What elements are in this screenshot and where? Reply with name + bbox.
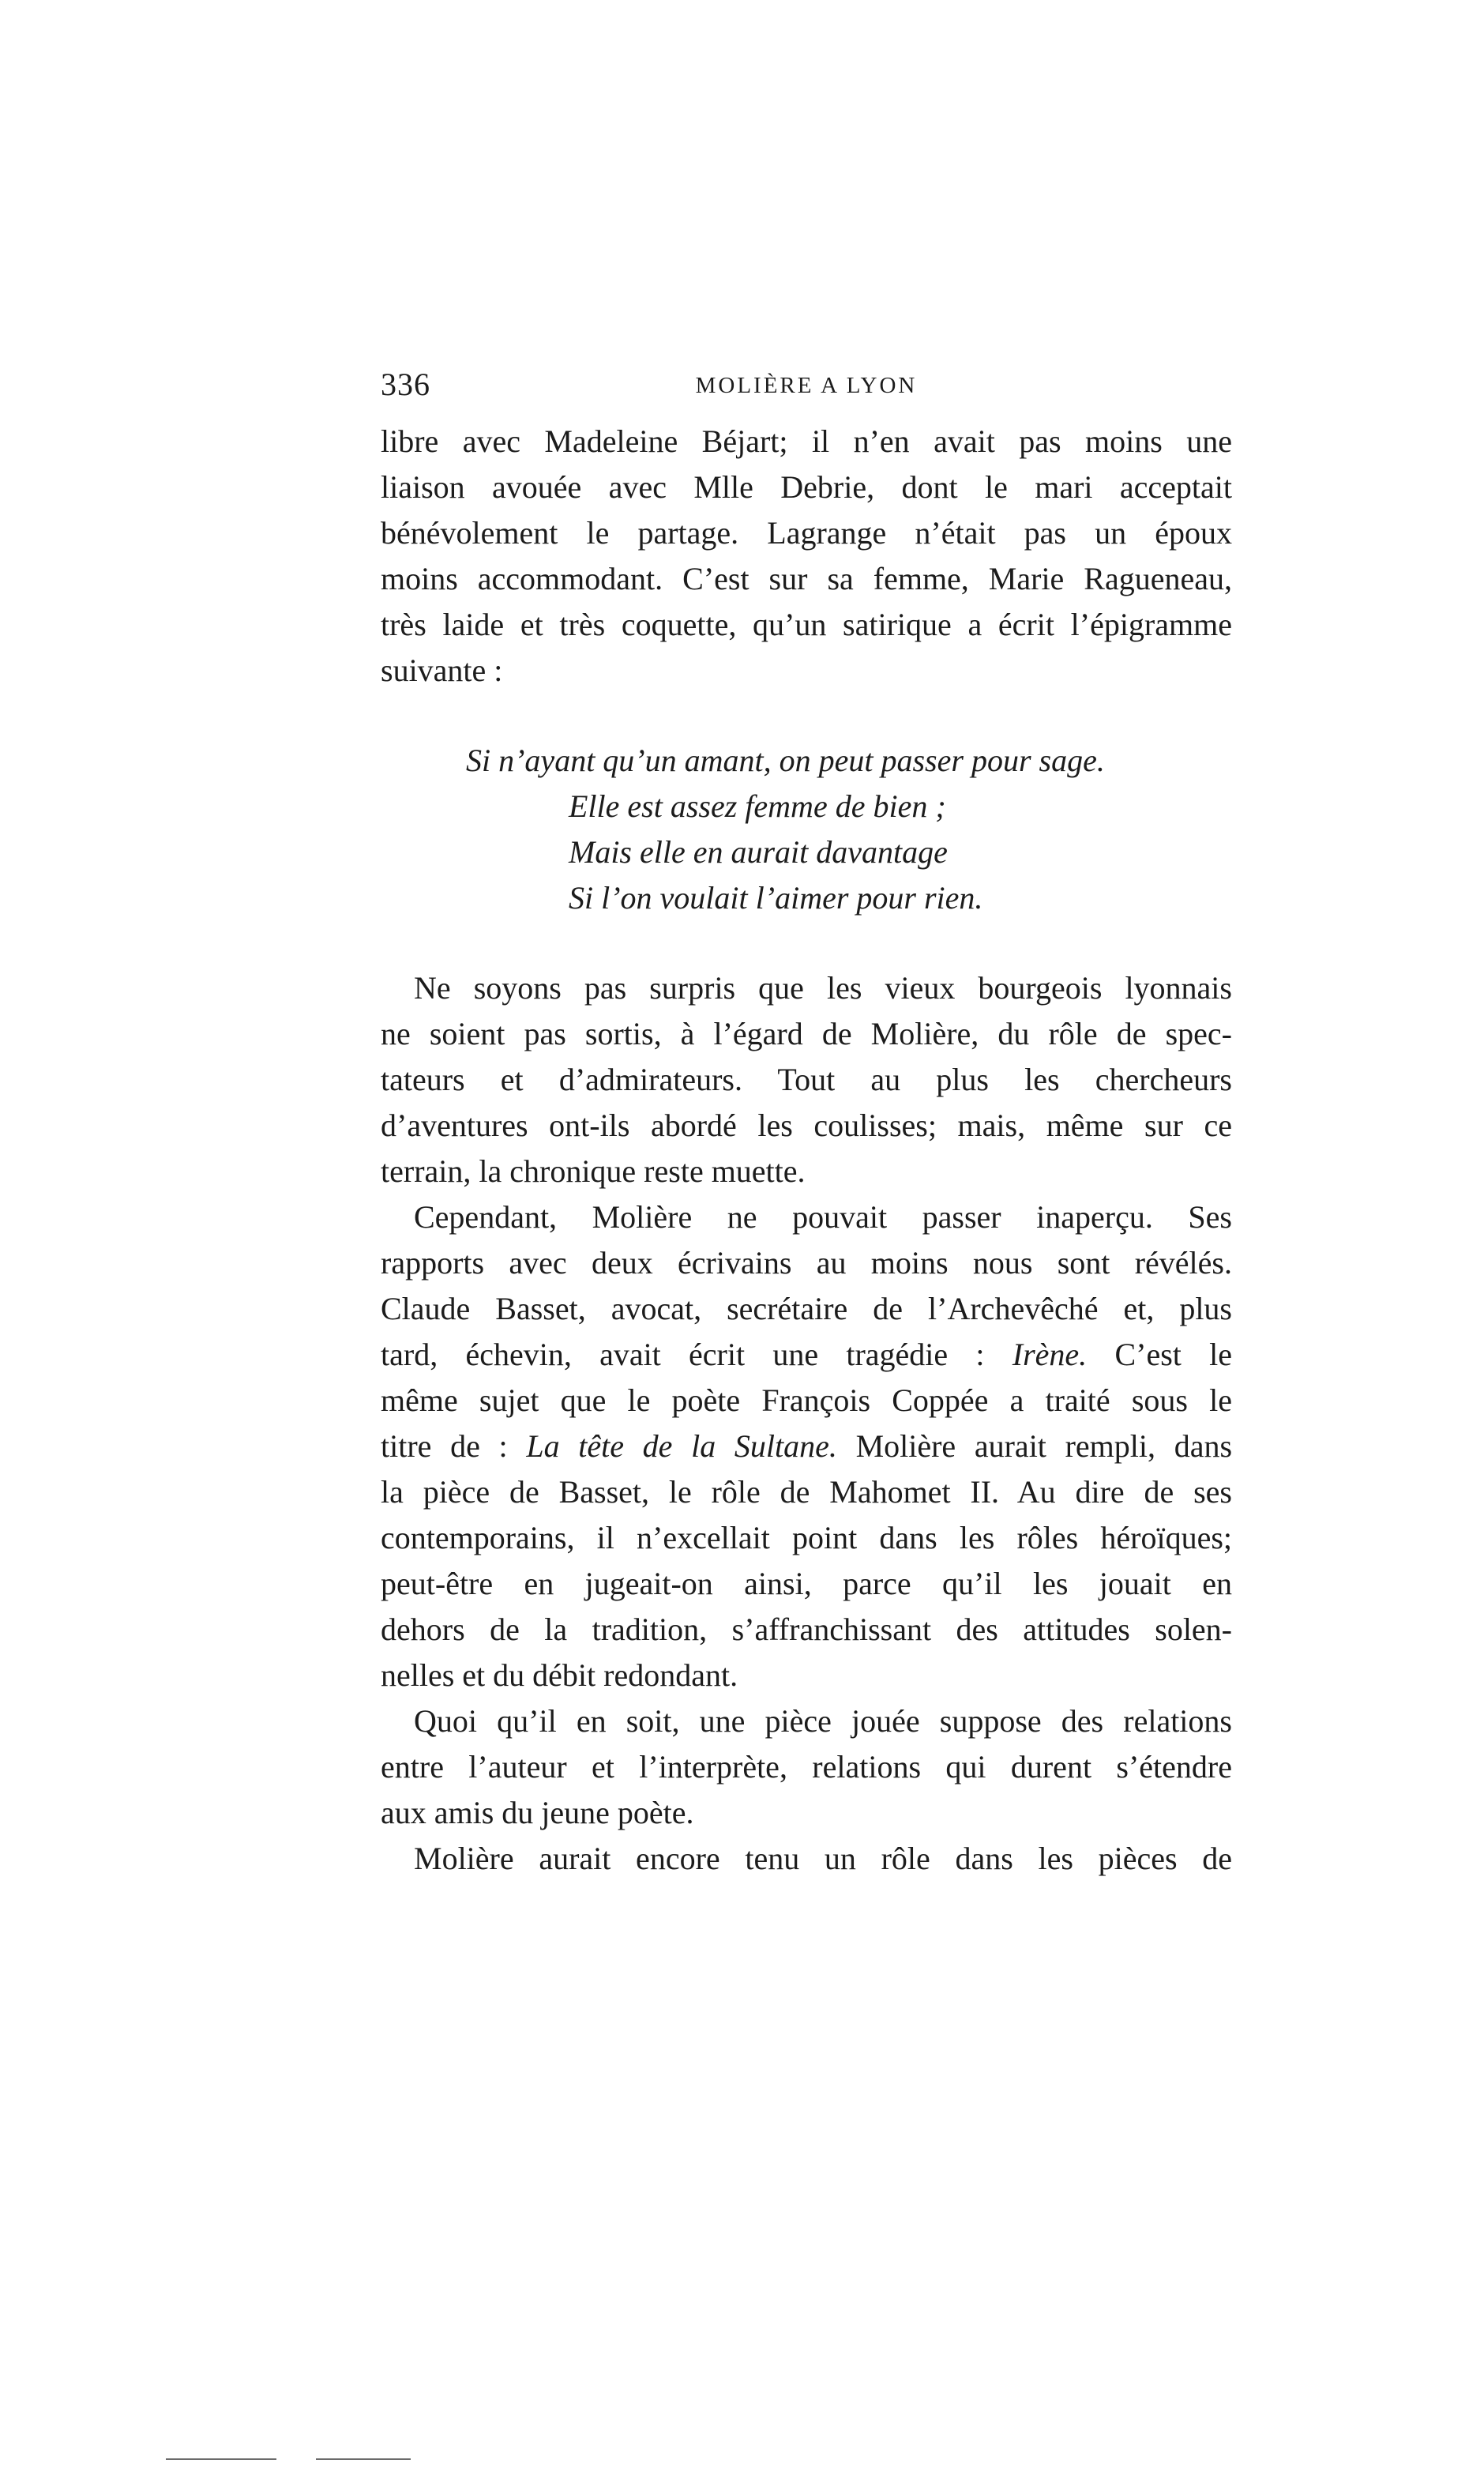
text-line: terrain, la chronique reste muette. <box>381 1153 806 1189</box>
text-span: titre de : <box>381 1428 508 1464</box>
paragraph-1 <box>381 419 1232 694</box>
page-number: 336 <box>381 367 430 402</box>
text-line: liaison avouée avec Mlle Debrie, dont le mari acceptait <box>381 469 1232 505</box>
poem-line: Si l’on voulait l’aimer pour rien. <box>569 880 983 916</box>
text-line: Molière aurait encore tenu un rôle dans les pièces de <box>414 1841 1232 1876</box>
text-line: Cependant, Molière ne pouvait passer inaperçu. Ses <box>414 1199 1232 1235</box>
poem-line: Si n’ayant qu’un amant, on peut passer pour sage. <box>466 743 1105 778</box>
text-line: rapports avec deux écrivains au moins nous sont révélés. <box>381 1245 1232 1281</box>
paragraph-4 <box>381 1698 1232 1836</box>
text-line: Quoi qu’il en soit, une pièce jouée suppose des relations <box>414 1703 1232 1739</box>
poem-line: Elle est assez femme de bien ; <box>569 788 946 824</box>
running-head <box>381 365 1232 404</box>
paragraph-3 <box>381 1194 1232 1698</box>
text-line: aux amis du jeune poète. <box>381 1795 694 1830</box>
text-span: tard, échevin, avait écrit une tragédie : <box>381 1337 985 1372</box>
running-title: MOLIÈRE A LYON <box>695 373 918 398</box>
text-line: Ne soyons pas surpris que les vieux bourgeois lyonnais <box>414 970 1232 1006</box>
scan-rule <box>166 2458 276 2460</box>
text-line: dehors de la tradition, s’affranchissant des attitudes solen- <box>381 1612 1232 1647</box>
text-line: la pièce de Basset, le rôle de Mahomet II. Au dire de ses <box>381 1474 1232 1510</box>
scan-rule <box>316 2458 411 2460</box>
text-line: entre l’auteur et l’interprète, relations qui durent s’étendre <box>381 1749 1232 1785</box>
text-line: libre avec Madeleine Béjart; il n’en avait pas moins une <box>381 423 1232 459</box>
paragraph-2 <box>381 965 1232 1194</box>
text-line: peut-être en jugeait-on ainsi, parce qu’il les jouait en <box>381 1566 1232 1601</box>
text-line: moins accommodant. C’est sur sa femme, Marie Ragueneau, <box>381 561 1232 596</box>
text-line <box>381 1332 1232 1378</box>
epigram-poem <box>466 738 1177 921</box>
text-line <box>381 1424 1232 1469</box>
poem-line: Mais elle en aurait davantage <box>569 834 948 870</box>
text-line: contemporains, il n’excellait point dans les rôles héroïques; <box>381 1520 1232 1555</box>
text-line: tateurs et d’admirateurs. Tout au plus les chercheurs <box>381 1062 1232 1097</box>
text-line: ne soient pas sortis, à l’égard de Molière, du rôle de spec- <box>381 1016 1232 1051</box>
text-line: même sujet que le poète François Coppée a traité sous le <box>381 1382 1232 1418</box>
text-span: C’est le <box>1114 1337 1232 1372</box>
text-line: très laide et très coquette, qu’un satirique a écrit l’épigramme <box>381 607 1232 642</box>
text-span: Molière aurait rempli, dans <box>855 1428 1233 1464</box>
text-line: d’aventures ont-ils abordé les coulisses; mais, même sur ce <box>381 1108 1232 1143</box>
text-line: Claude Basset, avocat, secrétaire de l’Archevêché et, plus <box>381 1291 1232 1326</box>
text-line: bénévolement le partage. Lagrange n’était pas un époux <box>381 515 1232 551</box>
italic-title-sultane: La tête de la Sultane. <box>526 1428 837 1464</box>
text-line: suivante : <box>381 653 503 688</box>
italic-title-irene: Irène. <box>1012 1337 1088 1372</box>
text-line: nelles et du débit redondant. <box>381 1657 738 1693</box>
paragraph-5 <box>381 1836 1232 1882</box>
